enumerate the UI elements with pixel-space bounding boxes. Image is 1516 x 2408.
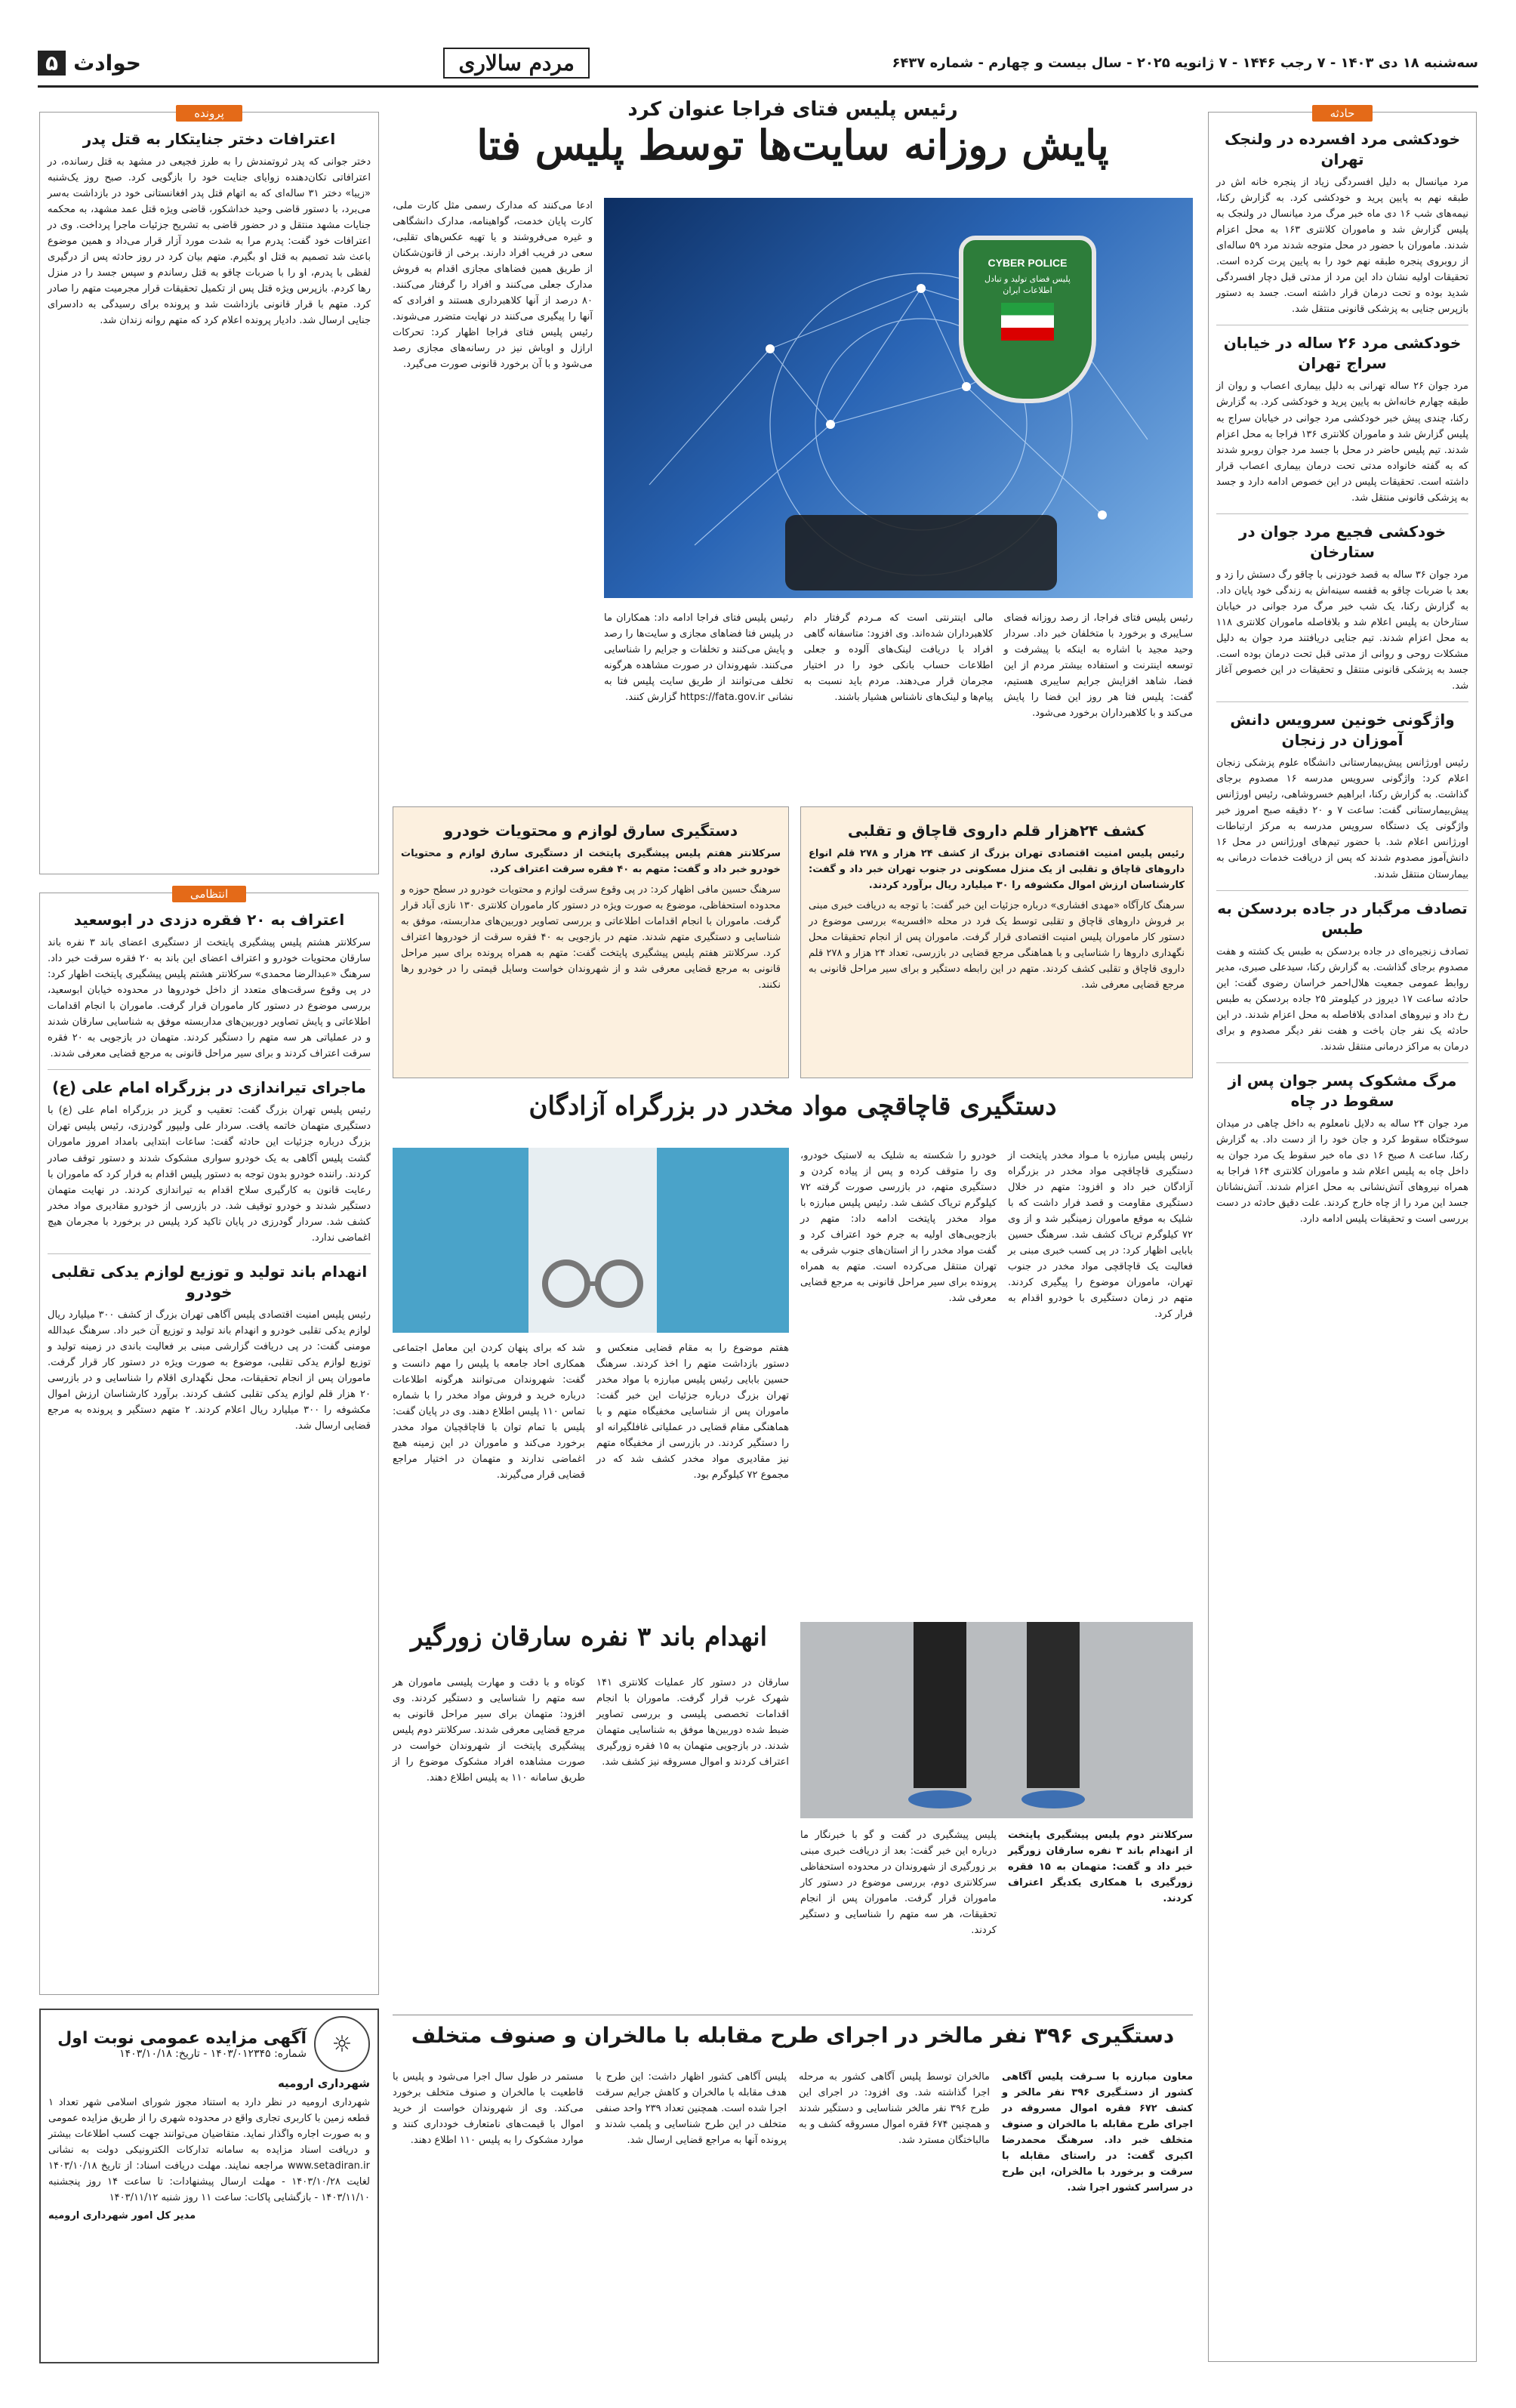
- lead-header: [393, 98, 1193, 189]
- date-line: سه‌شنبه ۱۸ دی ۱۴۰۳ - ۷ رجب ۱۴۴۶ - ۷ ژانویه ۲۰۲۵ - سال بیست و چهارم - شماره ۶۴۳۷: [892, 55, 1478, 71]
- drug-story-col4: [393, 1340, 585, 1612]
- article-body: هفتم موضوع را به مقام قضایی منعکس و دستور بازداشت متهم را اخذ کردند. سرهنگ حسین بابایی رئیس پلیس مبارزه با مواد مخدر تهران بزرگ درباره جزئیات این خبر گفت: ماموران پس از شناسایی مخفیگاه متهم و با هماهنگی مقام قضایی در عملیاتی غافلگیرانه او را دستگیر کردند. در بازرسی از مخفیگاه متهم نیز مقادیری مواد مخدر کشف شد که در مجموع ۷۲ کیلوگرم بود.: [596, 1343, 789, 1481]
- article-body: کوتاه و با دقت و مهارت پلیسی ماموران هر سه متهم را شناسایی و دستگیر کردند. وی افزود: متهمان برای سیر مراحل قانونی به مرجع قضایی معرفی شدند. سرکلانتر دوم پلیس پیشگیری پایتخت از شهروندان خواست در صورت مشاهده افراد مشکوک موضوع را از طریق سامانه ۱۱۰ به پلیس اطلاع دهند.: [393, 1677, 585, 1784]
- section-tag: حادثه: [1312, 105, 1373, 122]
- cyber-police-photo: [604, 198, 1193, 598]
- article-body: سرهنگ حسین مافی اظهار کرد: در پی وقوع سرقت لوازم و محتویات خودرو در سطح حوزه و محدوده استحفاظی، موضوع به صورت ویژه در دستور کار ماموران کلانتری ۱۳۰ نازی آباد قرار گرفت. ماموران با انجام اقدامات اطلاعاتی و بررسی تصاویر دوربین‌های مداربسته، موفق به شناسایی و دستگیری متهم شدند. متهم در بازجویی به ۴۰ فقره سرقت از خودروها اعتراف کرد. سرکلانتر هفتم پلیس پیشگیری پایتخت گفت: متهم به همراه پرونده برای سیر مراحل قانونی به مرجع قضایی معرفی شد و از شهروندان خواست وسایل قیمتی را در خودرو رها نکنند.: [401, 884, 781, 991]
- detainees-figure-icon: [800, 1622, 1193, 1818]
- ad-reference: شماره: ۱۴۰۳/۰۱۲۳۴۵ - تاریخ: ۱۴۰۳/۱۰/۱۸: [119, 2047, 307, 2060]
- ad-footer: مدیر کل امور شهرداری ارومیه: [48, 2210, 196, 2222]
- article-body: رئیس پلیس فتای فراجا ادامه داد: همکاران ما در پلیس فتا فضاهای مجازی و سایت‌ها را رصد و پایش می‌کنند و تخلفات و جرایم را شناسایی می‌کنند. شهروندان در صورت مشاهده هرگونه تخلف می‌توانند از طریق سایت پلیس فتا به نشانی https://fata.gov.ir گزارش کنند.: [603, 612, 793, 704]
- ad-body: شهرداری ارومیه در نظر دارد به استناد مجوز شورای اسلامی شهر تعداد ۱ قطعه زمین با کاربری تجاری واقع در محدوده شهری را از طریق مزایده عمومی و به صورت اجاره واگذار نماید. متقاضیان می‌توانند جهت کسب اطلاعات بیشتر و دریافت اسناد مزایده به سامانه تدارکات الکترونیکی دولت به نشانی www.setadiran.ir مراجعه نمایند. مهلت دریافت اسناد: از تاریخ ۱۴۰۳/۱۰/۱۸ لغایت ۱۴۰۳/۱۰/۲۸ - مهلت ارسال پیشنهادات: تا ساعت ۱۴ روز پنجشنبه ۱۴۰۳/۱۱/۱۰ - بازگشایی پاکات: ساعت ۱۱ روز شنبه ۱۴۰۳/۱۱/۱۲: [48, 2097, 370, 2204]
- band-story-col3: [596, 1675, 789, 1999]
- news-box-car-thief: [393, 806, 789, 1078]
- page-number: ۵: [38, 51, 66, 76]
- headline: دستگیری قاچاقچی مواد مخدر در بزرگراه آزادگان: [528, 1091, 1057, 1121]
- band-story-col1: [1008, 1827, 1193, 2001]
- left-column-middle: [39, 887, 379, 1995]
- article-body: مالخران توسط پلیس آگاهی کشور به مرحله اجرا گذاشته شد. وی افزود: در اجرای این طرح ۳۹۶ نفر مالخر شناسایی و دستگیر شدند و همچنین ۶۷۴ فقره اموال مسروقه کشف و به مالباختگان مسترد شد.: [799, 2071, 990, 2147]
- flag-icon: [1001, 303, 1054, 341]
- article-body: مرد جوان ۳۶ ساله به قصد خودزنی با چاقو رگ دستش را زد و بعد با ضربات چاقو به قفسه سینه‌اش به زندگی خود پایان داد. به گزارش رکنا، یک شب خبر مرگ مرد جوانی در خیابان ستارخان به پلیس اعلام شد و بلافاصله ماموران کلانتری ۱۱۸ به محل اعزام شدند. تیم جنایی دریافتند مرد جوان به دلیل مشکلات روحی و روانی از مدتی قبل تحت درمان بوده است. جسد به پزشکی قانونی منتقل و تحقیقات در این خصوص آغاز شد.: [1216, 569, 1468, 692]
- article-body: مالی اینترنتی است که مـردم گرفتار دام کلاهبرداران شده‌اند. وی افزود: متاسفانه گاهی افراد با دریافت لینک‌های آلوده و جعلی اطلاعات حساب بانکی خود را در اختیار مجرمان قرار می‌دهند. مردم باید نسبت به پیام‌ها و لینک‌های ناشناس هشیار باشند.: [803, 612, 994, 704]
- article-body: مرد جوان ۲۴ ساله به دلایل نامعلوم به داخل چاهی در میدان سوختگاه سقوط کرد و جان خود را از دست داد. به گزارش رکنا، ساعت ۸ صبح ۱۶ دی ماه خبر سقوط یک مرد جوان به داخل چاه به پلیس اعلام شد و ماموران کلانتری ۱۶۴ فراجا به همراه نیروهای آتش‌نشانی به محل اعزام شدند. آتش‌نشانان جسد این مرد را از چاه خارج کردند. علت دقیق حادثه در دست بررسی است و تحقیقات پلیس ادامه دارد.: [1216, 1118, 1469, 1226]
- article-lead: رئیس پلیس امنیت اقتصادی تهران بزرگ از کشف ۲۴ هزار و ۲۷۸ قلم انواع داروهای قاچاق و تقلبی از یک منزل مسکونی در جنوب تهران خبر داد و گفت: کارشناسان ارزش اموال مکشوفه را ۳۰ میلیارد ریال برآورد کردند.: [809, 848, 1185, 892]
- drug-story-header: [393, 1091, 1193, 1144]
- article-body: رئیس پلیس امنیت اقتصادی پلیس آگاهی تهران بزرگ از کشف ۳۰۰ میلیارد ریال لوازم یدکی تقلبی خودرو و انهدام باند تولید و توزیع آن خبر داد. سرهنگ عبدالله مومنی گفت: در پی دریافت گزارشی مبنی بر فعالیت باندی در زمینه تولید و توزیع لوازم یدکی تقلبی، موضوع به صورت ویژه در دستور کار قرار گرفت. ماموران پس از انجام تحقیقات، محل نگهداری اقلام را شناسایی و در بازرسی ۲۰ هزار قلم لوازم یدکی تقلبی کشف کردند. برآورد کارشناسان ارزش اموال مکشوفه را ۳۰۰ میلیارد ریال اعلام کردند. ۲ متهم دستگیر و پرونده به مرجع قضایی ارسال شد.: [48, 1309, 371, 1432]
- bottom-story-header: [393, 2015, 1193, 2060]
- headline: ماجرای تیراندازی در بزرگراه امام علی (ع): [52, 1078, 366, 1097]
- article-body: رئیس پلیس مبارزه با مـواد مخدر پایتخت از دستگیری قاچاقچی مواد مخدر در بزرگراه آزادگان خبر داد و افزود: متهم در خلال دستگیری مقاومت و قصد فرار داشت که با شلیک به موقع ماموران زمینگیر شد و از وی ۷۲ کیلوگرم تریاک کشف شد. سرهنگ حسین بابایی اظهار کرد: در پی کسب خبری مبنی بر فعالیت یک قاچاقچی مواد مخدر در جنوب تهران، ماموران موضوع را پیگیری کردند. متهم در زمان دستگیری با خودرو اقدام به فرار کرد.: [1008, 1150, 1193, 1321]
- article-body: تصادف زنجیره‌ای در جاده بردسکن به طبس یک کشته و هفت مصدوم برجای گذاشت. به گزارش رکنا، سیدعلی صبری، مدیر روابط عمومی جمعیت هلال‌احمر خراسان رضوی گفت: این حادثه ساعت ۱۷ دیروز در کیلومتر ۲۵ جاده بردسکن به طبس رخ داد و نیروهای امدادی بلافاصله به محل اعزام شدند. در این حادثه یک نفر جان باخت و هفت نفر دیگر مصدوم و برای درمان به مراکز درمانی منتقل شدند.: [1216, 945, 1468, 1053]
- municipality-emblem-icon: ☼: [314, 2016, 370, 2072]
- lead-kicker: رئیس پلیس فتای فراجا عنوان کرد: [627, 98, 958, 121]
- left-column-top: [39, 106, 379, 874]
- headline: دستگیری ۳۹۶ نفر مالخر در اجرای طرح مقابله با مالخران و صنوف متخلف: [411, 2023, 1175, 2048]
- article-body: خودرو را شکسته به شلیک به لاستیک خودرو، وی را متوقف کرده و پس از پیاده کردن و دستگیری متهم، در بازرسی صورت گرفته ۷۲ کیلوگرم تریاک کشف شد. رئیس پلیس مبارزه با مواد مخدر پایتخت ادامه داد: متهم در بازجویی‌های اولیه به جرم خود اعتراف کرد و گفت مواد مخدر را از استان‌های جنوب شرقی به تهران منتقل می‌کرده است. متهم به همراه پرونده برای سیر مراحل قانونی به مرجع قضایی معرفی شد.: [800, 1150, 997, 1305]
- ad-title: آگهی مزایده عمومی نوبت اول: [57, 2028, 307, 2048]
- article-body: رئیس اورژانس پیش‌بیمارستانی دانشگاه علوم پزشکی زنجان اعلام کرد: واژگونی سرویس مدرسه ۱۶ مصدوم برجای گذاشت. به گزارش رکنا، ابراهیم خسروشاهی، رئیس اورژانس پیش‌بیمارستانی گفت: ساعت ۷ و ۲۰ دقیقه صبح امروز خبر واژگونی یک دستگاه سرویس مدرسه به مرکز ارتباطات اورژانس اعلام شد. با حضور تیم‌های اورژانس در محل ۱۶ دانش‌آموز مصدوم شدند که پس از دریافت خدمات درمانی به بیمارستان منتقل شدند.: [1216, 757, 1468, 880]
- headline: انهدام باند ۳ نفره سارقان زورگیر: [410, 1622, 768, 1652]
- band-story-header: [393, 1622, 785, 1667]
- newspaper-logo: مردم سالاری: [443, 48, 589, 79]
- ad-organization: شهرداری ارومیه: [277, 2077, 370, 2090]
- drug-story-col1: [1008, 1148, 1193, 1495]
- band-story-col2: [800, 1827, 997, 2001]
- headline: خودکشی مرد افسرده در ولنجک تهران: [1225, 130, 1460, 168]
- article-body: مستمر در طول سال اجرا می‌شود و پلیس با قاطعیت با مالخران و صنوف متخلف برخورد می‌کند. وی از شهروندان خواست از خرید اموال با قیمت‌های نامتعارف خودداری کنند و موارد مشکوک را به پلیس ۱۱۰ اطلاع دهند.: [393, 2071, 584, 2147]
- headline: خودکشی فجیع مرد جوان در ستارخان: [1238, 522, 1447, 561]
- lead-headline: پایش روزانه سایت‌ها توسط پلیس فتا: [476, 121, 1109, 169]
- headline: مرگ مشکوک پسر جوان پس از سقوط در چاه: [1228, 1071, 1457, 1110]
- detainees-photo: [800, 1622, 1193, 1818]
- network-graphic: [604, 198, 1193, 598]
- article-body: پلیس آگاهی کشور اظهار داشت: این طرح با هدف مقابله با مالخران و کاهش جرایم سرقت اجرا شده است. همچنین تعداد ۲۳۹ واحد صنفی متخلف در این طرح شناسایی و پلمب شدند و پرونده آنها به مراجع قضایی ارسال شد.: [596, 2071, 787, 2147]
- headline: اعتراف به ۲۰ فقره دزدی در ابوسعید: [73, 911, 345, 929]
- headline: خودکشی مرد ۲۶ ساله در خیابان سراج تهران: [1223, 334, 1462, 373]
- article-body: سرهنگ کارآگاه «مهدی افشاری» درباره جزئیات این خبر گفت: با توجه به دریافت خبری مبنی بر فروش داروهای قاچاق و تقلبی توسط یک فرد در محله «افسریه» بررسی موضوع در دستور کار ماموران پلیس امنیت اقتصادی قرار گرفت. ماموران پس از انجام تحقیقات محل نگهداری داروها را شناسایی و با هماهنگی مرجع قضایی در بازرسی، تعداد ۲۴ هزار و ۲۷۸ قلم داروی قاچاق و تقلبی کشف کردند. متهم در این رابطه دستگیر و برای سیر مراحل قانونی به مرجع قضایی معرفی شد.: [809, 900, 1185, 991]
- headline: کشف ۲۴هزار قلم داروی قاچاق و تقلبی: [847, 822, 1146, 840]
- headline: تصادف مرگبار در جاده بردسکن به طبس: [1217, 899, 1468, 938]
- section-tag: انتظامی: [172, 886, 246, 902]
- handcuffs-icon: [393, 1148, 789, 1333]
- headline: اعترافات دختر جنایتکار به قتل پدر: [82, 130, 336, 148]
- article-body: ادعا می‌کنند که مدارک رسمی مثل کارت ملی، کارت پایان خدمت، گواهینامه، مدارک دانشگاهی و غیره می‌فروشند و یا تهیه عکس‌های تقلبی، سعی در فریب افراد دارند. برخی از قانون‌شکنان از طریق همین فضاهای مجازی اقدام به فروش مدارک جعلی می‌کنند و افراد را گرفتار می‌کنند. ۸۰ درصد از آنها کلاهبرداری هستند و افرادی که آنها را پیگیری می‌کنند در نهایت متضرر می‌شوند. رئیس پلیس فتای فراجا اظهار کرد: تحرکات ارازل و اوباش نیز در رسانه‌های مجازی رصد می‌شود و با آن برخورد قانونی صورت می‌گیرد.: [393, 200, 593, 371]
- article-body: رئیس پلیس تهران بزرگ گفت: تعقیب و گریز در بزرگراه امام علی (ع) با دستگیری متهمان خاتمه یافت. سردار علی ولیپور گودرزی، رئیس پلیس تهران بزرگ درباره جزئیات این حادثه گفت: ساعات ابتدایی بامداد امروز ماموران گشت پلیس آگاهی به یک خودرو سواری مشکوک شدند و دستور توقف صادر کردند. راننده خودرو بدون توجه به دستور پلیس اقدام به فرار کرد که ماموران با رعایت قانون به کارگیری سلاح اقدام به تیراندازی کردند. در نهایت متهمان دستگیر شدند و خودرو توقیف شد. در بازرسی از خودرو مقادیری مواد مخدر کشف شد. سردار گودرزی در پایان تاکید کرد پلیس در برخورد با مجرمان هیچ اغماضی ندارد.: [48, 1105, 371, 1244]
- handcuffs-photo: [393, 1148, 789, 1333]
- news-box-drugs: [800, 806, 1193, 1078]
- article-body: دختر جوانی که پدر ثروتمندش را به طرز فجیعی در مشهد به قتل رسانده، در اعترافاتی تکان‌دهنده زوایای جنایت خود را بازگویی کرد. صبح روز یک‌شنبه «زیبا» دختر ۳۱ ساله‌ای که به اتهام قتل پدر افغانستانی خود در بازداشت به‌سر می‌برد، با دستور قاضی وحید خداشکور، قاضی ویژه قتل عمد مشهد، به محکمه جنایات مشهد منتقل و در حضور قاضی به تشریح جزئیات ماجرا پرداخت. وی در اعترافات خود گفت: پدرم مرا به شدت مورد آزار قرار می‌داد و همین موضوع باعث شد تصمیم به قتل او بگیرم. متهم بیان کرد در روز حادثه پس از درگیری لفظی با پدرم، او را با ضربات چاقو به قتل رساندم و سپس جسد را در منزل رها کردم. بازپرس ویژه قتل پس از تکمیل تحقیقات قرار مجرمیت متهم را صادر کرد. متهم با قرار قانونی بازداشت شد و پرونده برای رسیدگی به دادسرای جنایی ارسال شد. دادیار پرونده اعلام کرد که متهم روانه زندان شد.: [48, 156, 371, 327]
- lead-text-column: [393, 198, 593, 794]
- article-body: مرد میانسال به دلیل افسردگی زیاد از پنجره خانه اش در طبقه نهم به پایین پرید و خودکشی کرد. به گزارش رکنا، نیمه‌های شب ۱۶ دی ماه خبر مرگ مرد میانسال در ولنجک به پلیس گزارش شد و ماموران کلانتری ۱۶۳ به محل اعزام شدند. ماموران با حضور در محل متوجه شدند مرد ۵۹ ساله‌ای از روبروی پنجره طبقه نهم خود را به پایین پرت کرده است. تحقیقات اولیه نشان داد این مرد از مدتی قبل دچار افسردگی شدید بوده و تحت درمان قرار داشته است. جسد به دستور بازپرس جنایی به پزشکی قانونی منتقل شد.: [1216, 177, 1469, 316]
- lead-text-row: [604, 610, 1193, 799]
- article-lead: سرکلانتر هفتم پلیس پیشگیری پایتخت از دستگیری سارق لوازم و محتویات خودرو خبر داد و گفت: متهم به ۴۰ فقره سرقت اعتراف کرد.: [401, 848, 781, 876]
- drug-story-col2: [800, 1148, 997, 1495]
- article-body: سارقان در دستور کار عملیات کلانتری ۱۴۱ شهرک غرب قرار گرفت. ماموران با انجام اقدامات تخصصی پلیسی و بررسی تصاویر ضبط شده دوربین‌ها موفق به شناسایی متهمان شدند. در بازجویی متهمان به ۱۵ فقره زورگیری اعتراف کردند و اموال مسروقه نیز کشف شد.: [596, 1677, 789, 1768]
- police-badge-icon: [959, 236, 1096, 403]
- section-header: [38, 51, 141, 76]
- bottom-story-body: [393, 2069, 1193, 2363]
- article-body: مرد جوان ۲۶ ساله تهرانی به دلیل بیماری اعصاب و روان از طبقه چهارم خانه‌اش به پایین پرید و خودکشی کرد. به گزارش رکنا، چندی پیش خبر خودکشی مرد جوانی در خیابان سراج به پلیس گزارش شد و ماموران کلانتری ۱۳۶ فراجا به محل اعزام شدند. تیم پلیس حاضر در محل با جسد مرد جوان روبرو شدند که به گفته خانواده مدتی تحت درمان بیماری اعصاب قرار داشته است. تحقیقات پلیس در این خصوص ادامه دارد و جسد به پزشکی قانونی منتقل شد.: [1216, 381, 1469, 504]
- ad-box: [39, 2009, 379, 2363]
- drug-story-col3: [596, 1340, 789, 1612]
- article-lead: سرکلانتر دوم پلیس پیشگیری پایتخت از انهدام باند ۳ نفره سارقان زورگیر خبر داد و گفت: متهمان به ۱۵ فقره زورگیری با همکاری یکدیگر اعتراف کردند.: [1008, 1830, 1193, 1905]
- article-body: پلیس پیشگیری در گفت و گو با خبرنگار ما درباره این خبر گفت: بعد از دریافت خبری مبنی بر زورگیری از شهروندان در محدوده استحفاظی سرکلانتری دوم، بررسی موضوع در دستور کار ماموران قرار گرفت. ماموران پس از انجام تحقیقات، هر سه متهم را شناسایی و دستگیر کردند.: [800, 1830, 997, 1937]
- right-column: [1208, 106, 1477, 2362]
- section-name: حوادث: [73, 51, 141, 76]
- band-story-col4: [393, 1675, 585, 1999]
- article-lead: معاون مبارزه با سـرقت پلیس آگاهی کشور از دستـگیری ۳۹۶ نفر مالخر و کشف ۶۷۲ فقره اموال مسروقه در اجرای طرح مقابله با مالخران و صنوف متخلف خبر داد. سرهنگ محمدرضا اکبری گفت: در راستای مقابله با سرقت و برخورد با مالخران، این طرح در سراسر کشور اجرا شد.: [1002, 2071, 1193, 2194]
- section-tag: پرونده: [176, 105, 242, 122]
- headline: انهدام باند تولید و توزیع لوازم یدکی تقلبی خودرو: [51, 1262, 368, 1301]
- headline: واژگونی خونین سرویس دانش آموزان در زنجان: [1230, 711, 1455, 750]
- badge-subtitle: پلیس فضای تولید و تبادل اطلاعات ایران: [984, 274, 1071, 296]
- masthead: [38, 41, 1478, 88]
- article-body: سرکلانتر هشتم پلیس پیشگیری پایتخت از دستگیری اعضای باند ۳ نفره باند سارقان محتویات خودرو و اعتراف اعضای این باند به ۲۰ فقره سرقت خبر داد. سرهنگ «عبدالرضا محمدی» سرکلانتر هشتم پلیس پیشگیری پایتخت اظهار کرد: در پی وقوع سرقت‌های متعدد از داخل خودروها در محدوده خیابان ابوسعید، بررسی موضوع در دستور کار ماموران قرار گرفت. ماموران با انجام اقدامات اطلاعاتی و پایش تصاویر دوربین‌های مداربسته موفق به شناسایی سارقان شدند و در عملیاتی هر سه متهم را دستگیر کردند. متهمان در بازجویی به ۲۰ فقره سرقت اعتراف کردند و برای سیر مراحل قانونی به مرجع قضایی معرفی شدند.: [48, 937, 371, 1060]
- article-body: رئیس پلیس فتای فراجا، از رصد روزانه فضای سـایبری و برخورد با متخلفان خبر داد. سردار وحید مجید با اشاره به اینکه با پیشرفت و توسعه اینترنت و استفاده بیشتر مردم از این فضا، شاهد افزایش جرایم سایبری هستیم، گفت: پلیس فتا هر روز این فضا را پایش می‌کند و با کلاهبرداران برخورد می‌شود.: [1003, 612, 1193, 720]
- badge-label: CYBER POLICE: [988, 257, 1068, 269]
- article-body: شد که برای پنهان کردن این معامل اجتماعی همکاری احاد جامعه با پلیس را مهم دانست و گفت: شهروندان می‌توانند هرگونه اطلاعات درباره خرید و فروش مواد مخدر را با شماره تماس ۱۱۰ پلیس اطلاع دهند. وی در پایان گفت: پلیس با تمام توان با قاچاقچیان مواد مخدر برخورد می‌کند و ماموران در این زمینه هیچ اغماضی ندارند و متهمان در اختیار مراجع قضایی قرار می‌گیرند.: [393, 1343, 585, 1481]
- ad-header: [48, 2016, 370, 2072]
- headline: دستگیری سارق لوازم و محتویات خودرو: [443, 822, 738, 840]
